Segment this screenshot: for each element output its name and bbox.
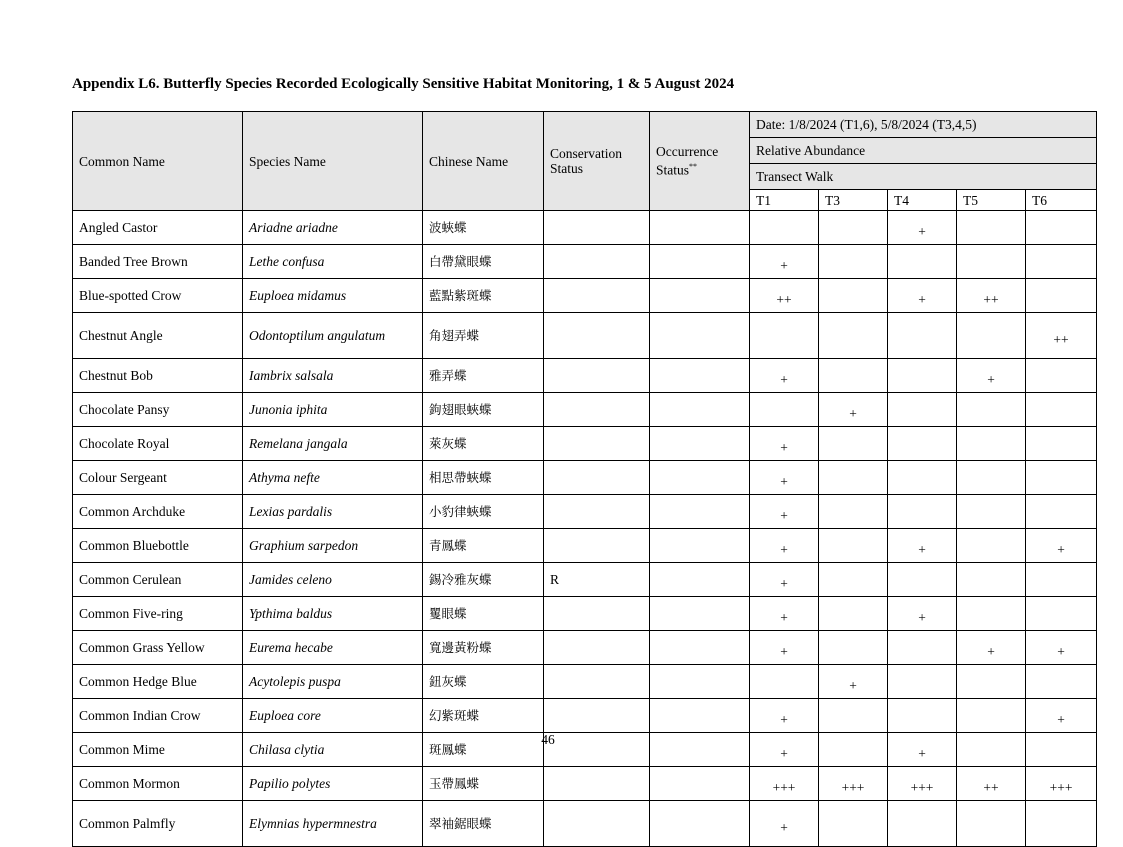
abundance-cell-t4: + — [888, 211, 957, 245]
abundance-cell-t6 — [1026, 563, 1097, 597]
common-name-cell: Common Hedge Blue — [73, 665, 243, 699]
species-name-cell: Athyma nefte — [243, 461, 423, 495]
conservation-status-cell — [544, 495, 650, 529]
table-row — [73, 245, 1097, 279]
abundance-cell-t4 — [888, 461, 957, 495]
abundance-cell-t6: + — [1026, 699, 1097, 733]
header-species-name: Species Name — [243, 112, 423, 211]
abundance-cell-t5 — [957, 427, 1026, 461]
conservation-status-cell — [544, 279, 650, 313]
species-name-cell: Jamides celeno — [243, 563, 423, 597]
chinese-name-cell: 小豹律蛺蝶 — [423, 495, 544, 529]
table-row — [73, 359, 1097, 393]
abundance-cell-t5 — [957, 597, 1026, 631]
common-name-cell: Chocolate Royal — [73, 427, 243, 461]
species-name-cell: Eurema hecabe — [243, 631, 423, 665]
conservation-status-cell — [544, 631, 650, 665]
species-name-cell: Ypthima baldus — [243, 597, 423, 631]
chinese-name-cell: 翠袖鋸眼蝶 — [423, 801, 544, 847]
table-row — [73, 563, 1097, 597]
abundance-cell-t3 — [819, 359, 888, 393]
occurrence-status-cell — [650, 495, 750, 529]
header-transect-t1: T1 — [750, 190, 819, 211]
chinese-name-cell: 白帶黛眼蝶 — [423, 245, 544, 279]
abundance-cell-t3 — [819, 699, 888, 733]
species-name-cell: Lexias pardalis — [243, 495, 423, 529]
abundance-cell-t3 — [819, 279, 888, 313]
abundance-cell-t5 — [957, 665, 1026, 699]
common-name-cell: Common Palmfly — [73, 801, 243, 847]
abundance-cell-t5: ++ — [957, 767, 1026, 801]
abundance-cell-t3 — [819, 211, 888, 245]
common-name-cell: Angled Castor — [73, 211, 243, 245]
abundance-cell-t1 — [750, 665, 819, 699]
occurrence-status-cell — [650, 597, 750, 631]
species-name-cell: Remelana jangala — [243, 427, 423, 461]
chinese-name-cell: 萊灰蝶 — [423, 427, 544, 461]
chinese-name-cell: 青鳳蝶 — [423, 529, 544, 563]
abundance-cell-t1 — [750, 313, 819, 359]
abundance-cell-t5 — [957, 801, 1026, 847]
abundance-cell-t3 — [819, 597, 888, 631]
abundance-cell-t5 — [957, 461, 1026, 495]
occurrence-status-cell — [650, 665, 750, 699]
abundance-cell-t1 — [750, 211, 819, 245]
common-name-cell: Chestnut Angle — [73, 313, 243, 359]
abundance-cell-t3 — [819, 427, 888, 461]
abundance-cell-t6: + — [1026, 529, 1097, 563]
header-occurrence-marker: ** — [689, 162, 698, 172]
table-row — [73, 393, 1097, 427]
header-transect-t6: T6 — [1026, 190, 1097, 211]
abundance-cell-t6 — [1026, 393, 1097, 427]
abundance-cell-t5 — [957, 313, 1026, 359]
occurrence-status-cell — [650, 461, 750, 495]
abundance-cell-t4 — [888, 427, 957, 461]
species-name-cell: Odontoptilum angulatum — [243, 313, 423, 359]
species-name-cell: Chilasa clytia — [243, 733, 423, 767]
abundance-cell-t5 — [957, 563, 1026, 597]
abundance-cell-t1: + — [750, 427, 819, 461]
conservation-status-cell — [544, 313, 650, 359]
abundance-cell-t3: +++ — [819, 767, 888, 801]
abundance-cell-t4 — [888, 359, 957, 393]
abundance-cell-t1: + — [750, 563, 819, 597]
species-name-cell: Iambrix salsala — [243, 359, 423, 393]
chinese-name-cell: 鉤翅眼蛺蝶 — [423, 393, 544, 427]
header-relative-abundance: Relative Abundance — [750, 138, 1097, 164]
abundance-cell-t6 — [1026, 461, 1097, 495]
abundance-cell-t4 — [888, 563, 957, 597]
common-name-cell: Colour Sergeant — [73, 461, 243, 495]
abundance-cell-t1: + — [750, 461, 819, 495]
header-transect-walk: Transect Walk — [750, 164, 1097, 190]
abundance-cell-t1: + — [750, 631, 819, 665]
abundance-cell-t6 — [1026, 665, 1097, 699]
species-name-cell: Junonia iphita — [243, 393, 423, 427]
abundance-cell-t3 — [819, 461, 888, 495]
abundance-cell-t1: ++ — [750, 279, 819, 313]
abundance-cell-t5 — [957, 211, 1026, 245]
abundance-cell-t4: + — [888, 279, 957, 313]
table-row — [73, 801, 1097, 847]
conservation-status-cell: R — [544, 563, 650, 597]
abundance-cell-t1: + — [750, 801, 819, 847]
occurrence-status-cell — [650, 427, 750, 461]
abundance-cell-t1: + — [750, 359, 819, 393]
common-name-cell: Chestnut Bob — [73, 359, 243, 393]
abundance-cell-t6 — [1026, 427, 1097, 461]
chinese-name-cell: 幻紫斑蝶 — [423, 699, 544, 733]
chinese-name-cell: 波蛺蝶 — [423, 211, 544, 245]
conservation-status-cell — [544, 427, 650, 461]
species-name-cell: Graphium sarpedon — [243, 529, 423, 563]
chinese-name-cell: 角翅弄蝶 — [423, 313, 544, 359]
abundance-cell-t4 — [888, 313, 957, 359]
common-name-cell: Blue-spotted Crow — [73, 279, 243, 313]
species-name-cell: Ariadne ariadne — [243, 211, 423, 245]
occurrence-status-cell — [650, 393, 750, 427]
header-chinese-name: Chinese Name — [423, 112, 544, 211]
common-name-cell: Chocolate Pansy — [73, 393, 243, 427]
abundance-cell-t3: + — [819, 393, 888, 427]
abundance-cell-t4 — [888, 495, 957, 529]
conservation-status-cell — [544, 597, 650, 631]
abundance-cell-t6 — [1026, 359, 1097, 393]
abundance-cell-t4 — [888, 699, 957, 733]
chinese-name-cell: 矍眼蝶 — [423, 597, 544, 631]
table-row — [73, 211, 1097, 245]
conservation-status-cell — [544, 529, 650, 563]
species-name-cell: Lethe confusa — [243, 245, 423, 279]
abundance-cell-t1: + — [750, 733, 819, 767]
abundance-cell-t6 — [1026, 801, 1097, 847]
header-conservation-status: Conservation Status — [544, 112, 650, 211]
conservation-status-cell — [544, 393, 650, 427]
abundance-cell-t6 — [1026, 245, 1097, 279]
common-name-cell: Common Cerulean — [73, 563, 243, 597]
occurrence-status-cell — [650, 211, 750, 245]
conservation-status-cell — [544, 359, 650, 393]
species-name-cell: Euploea core — [243, 699, 423, 733]
header-date: Date: 1/8/2024 (T1,6), 5/8/2024 (T3,4,5) — [750, 112, 1097, 138]
abundance-cell-t6: +++ — [1026, 767, 1097, 801]
abundance-cell-t6: ++ — [1026, 313, 1097, 359]
abundance-cell-t4: + — [888, 597, 957, 631]
abundance-cell-t5 — [957, 529, 1026, 563]
common-name-cell: Common Mime — [73, 733, 243, 767]
occurrence-status-cell — [650, 699, 750, 733]
abundance-cell-t3 — [819, 495, 888, 529]
occurrence-status-cell — [650, 767, 750, 801]
table-row — [73, 427, 1097, 461]
abundance-cell-t3 — [819, 245, 888, 279]
species-name-cell: Euploea midamus — [243, 279, 423, 313]
abundance-cell-t5: + — [957, 359, 1026, 393]
abundance-cell-t4 — [888, 801, 957, 847]
chinese-name-cell: 雅弄蝶 — [423, 359, 544, 393]
table-row — [73, 461, 1097, 495]
chinese-name-cell: 錫冷雅灰蝶 — [423, 563, 544, 597]
common-name-cell: Banded Tree Brown — [73, 245, 243, 279]
page-number: 46 — [541, 732, 555, 747]
conservation-status-cell — [544, 699, 650, 733]
abundance-cell-t4 — [888, 245, 957, 279]
abundance-cell-t1 — [750, 393, 819, 427]
common-name-cell: Common Archduke — [73, 495, 243, 529]
abundance-cell-t3 — [819, 313, 888, 359]
species-name-cell: Elymnias hypermnestra — [243, 801, 423, 847]
abundance-cell-t6: + — [1026, 631, 1097, 665]
occurrence-status-cell — [650, 631, 750, 665]
abundance-cell-t5 — [957, 393, 1026, 427]
table-row — [73, 279, 1097, 313]
occurrence-status-cell — [650, 529, 750, 563]
abundance-cell-t3 — [819, 563, 888, 597]
conservation-status-cell — [544, 461, 650, 495]
common-name-cell: Common Bluebottle — [73, 529, 243, 563]
abundance-cell-t1: + — [750, 597, 819, 631]
table-header — [73, 112, 1097, 211]
header-occurrence-label: Occurrence Status — [656, 144, 719, 178]
species-name-cell: Papilio polytes — [243, 767, 423, 801]
abundance-cell-t3 — [819, 529, 888, 563]
table-row — [73, 597, 1097, 631]
common-name-cell: Common Mormon — [73, 767, 243, 801]
abundance-cell-t4: + — [888, 733, 957, 767]
occurrence-status-cell — [650, 359, 750, 393]
abundance-cell-t4 — [888, 665, 957, 699]
abundance-cell-t3 — [819, 801, 888, 847]
abundance-cell-t1: + — [750, 495, 819, 529]
conservation-status-cell — [544, 767, 650, 801]
conservation-status-cell — [544, 211, 650, 245]
chinese-name-cell: 鈕灰蝶 — [423, 665, 544, 699]
occurrence-status-cell — [650, 563, 750, 597]
abundance-cell-t5: + — [957, 631, 1026, 665]
table-body — [73, 211, 1097, 847]
abundance-cell-t1: + — [750, 529, 819, 563]
common-name-cell: Common Grass Yellow — [73, 631, 243, 665]
abundance-cell-t3: + — [819, 665, 888, 699]
chinese-name-cell: 相思帶蛺蝶 — [423, 461, 544, 495]
conservation-status-cell — [544, 801, 650, 847]
header-common-name: Common Name — [73, 112, 243, 211]
abundance-cell-t5: ++ — [957, 279, 1026, 313]
table-row — [73, 699, 1097, 733]
abundance-cell-t5 — [957, 495, 1026, 529]
occurrence-status-cell — [650, 313, 750, 359]
chinese-name-cell: 玉帶鳳蝶 — [423, 767, 544, 801]
header-transect-t5: T5 — [957, 190, 1026, 211]
occurrence-status-cell — [650, 801, 750, 847]
header-occurrence-status — [650, 112, 750, 211]
header-transect-t4: T4 — [888, 190, 957, 211]
abundance-cell-t1: + — [750, 245, 819, 279]
conservation-status-cell — [544, 245, 650, 279]
species-name-cell: Acytolepis puspa — [243, 665, 423, 699]
abundance-cell-t4 — [888, 393, 957, 427]
header-transect-t3: T3 — [819, 190, 888, 211]
abundance-cell-t5 — [957, 245, 1026, 279]
abundance-cell-t3 — [819, 631, 888, 665]
occurrence-status-cell — [650, 245, 750, 279]
occurrence-status-cell — [650, 279, 750, 313]
table-row — [73, 313, 1097, 359]
abundance-cell-t4 — [888, 631, 957, 665]
chinese-name-cell: 斑鳳蝶 — [423, 733, 544, 767]
abundance-cell-t6 — [1026, 279, 1097, 313]
abundance-cell-t6 — [1026, 597, 1097, 631]
conservation-status-cell — [544, 665, 650, 699]
abundance-cell-t4: + — [888, 529, 957, 563]
common-name-cell: Common Indian Crow — [73, 699, 243, 733]
abundance-cell-t1: +++ — [750, 767, 819, 801]
table-row — [73, 529, 1097, 563]
chinese-name-cell: 藍點紫斑蝶 — [423, 279, 544, 313]
table-row — [73, 665, 1097, 699]
chinese-name-cell: 寬邊黃粉蝶 — [423, 631, 544, 665]
common-name-cell: Common Five-ring — [73, 597, 243, 631]
table-row — [73, 631, 1097, 665]
page-title: Appendix L6. Butterfly Species Recorded Ecologically Sensitive Habitat Monitoring, 1 & 5 August 2024 — [72, 76, 735, 92]
table-row — [73, 495, 1097, 529]
table-row — [73, 767, 1097, 801]
abundance-cell-t6 — [1026, 211, 1097, 245]
abundance-cell-t4: +++ — [888, 767, 957, 801]
abundance-cell-t5 — [957, 699, 1026, 733]
abundance-cell-t1: + — [750, 699, 819, 733]
abundance-cell-t6 — [1026, 495, 1097, 529]
